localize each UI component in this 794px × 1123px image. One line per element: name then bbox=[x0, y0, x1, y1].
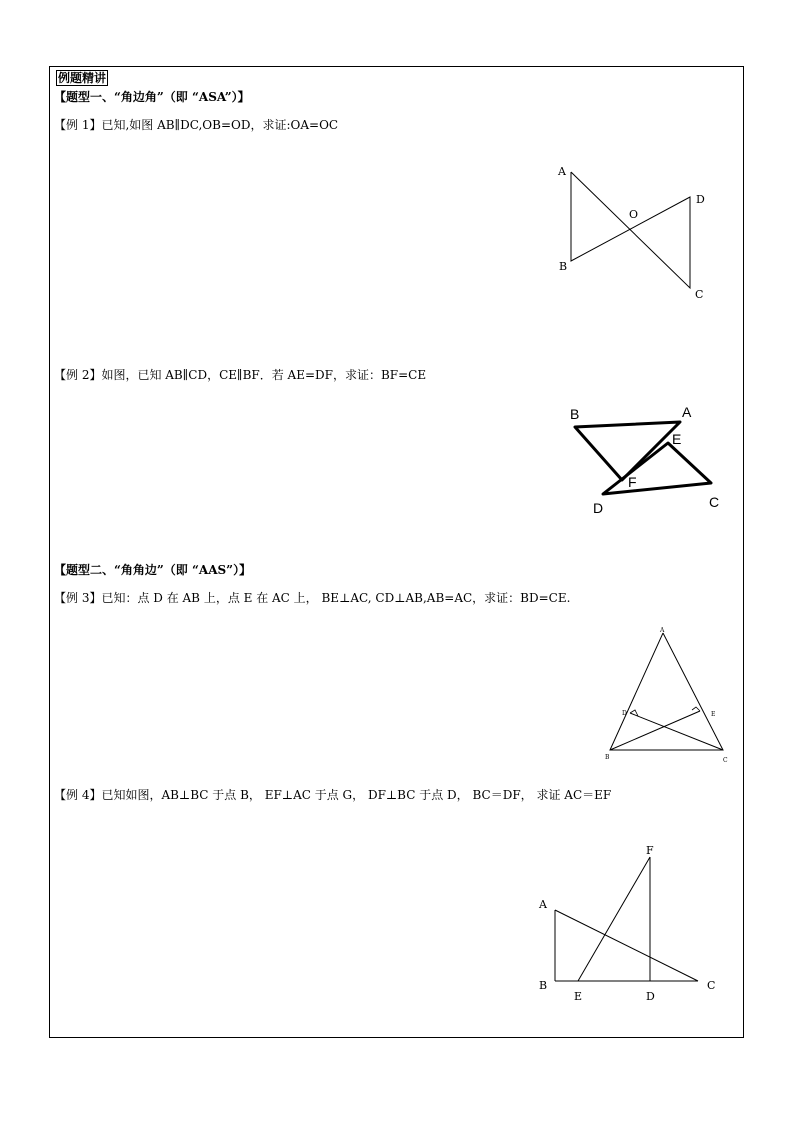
figure-3-line-cd bbox=[630, 713, 723, 750]
fig4-label-c: C bbox=[707, 979, 716, 992]
fig2-label-c: C bbox=[709, 494, 720, 510]
fig1-label-a: A bbox=[558, 165, 566, 178]
figure-4-line-ac bbox=[555, 910, 698, 981]
fig2-label-b: B bbox=[570, 406, 580, 422]
figure-3-triangle bbox=[610, 633, 723, 750]
fig4-label-a: A bbox=[539, 898, 547, 911]
fig2-label-a: A bbox=[682, 404, 692, 420]
type1-heading: 【题型一、“角边角”（即 “ASA”）】 bbox=[54, 90, 250, 104]
figure-3 bbox=[600, 625, 740, 770]
fig4-label-d: D bbox=[646, 990, 655, 1003]
fig3-label-b: B bbox=[605, 754, 610, 761]
figure-1-lines bbox=[571, 172, 690, 288]
fig3-label-c: C bbox=[723, 757, 728, 764]
fig1-label-d: D bbox=[696, 193, 705, 206]
example-3-text: 【例 3】已知：点 D 在 AB 上，点 E 在 AC 上， BE⊥AC, CD⊥AB,AB=AC，求证：BD=CE. bbox=[54, 591, 571, 605]
example-1-text: 【例 1】已知,如图 AB∥DC,OB=OD，求证:OA=OC bbox=[54, 118, 339, 132]
section-tag: 例题精讲 bbox=[58, 71, 107, 85]
figure-4 bbox=[530, 840, 730, 1010]
fig4-label-b: B bbox=[539, 979, 548, 992]
fig3-label-e: E bbox=[711, 711, 716, 718]
fig2-label-e: E bbox=[672, 431, 682, 447]
fig1-label-c: C bbox=[695, 288, 704, 301]
figure-2 bbox=[555, 400, 735, 520]
fig2-label-d: D bbox=[593, 500, 604, 516]
figure-2-triangle-dce bbox=[603, 443, 711, 494]
fig3-label-a: A bbox=[660, 627, 665, 634]
figure-1 bbox=[540, 155, 740, 305]
example-4-text: 【例 4】已知如图，AB⊥BC 于点 B， EF⊥AC 于点 G， DF⊥BC 于点 D， BC＝DF， 求证 AC＝EF bbox=[54, 788, 612, 802]
fig3-label-d: D bbox=[622, 710, 627, 717]
fig1-label-b: B bbox=[559, 260, 568, 273]
fig1-label-o: O bbox=[629, 208, 639, 221]
fig4-label-e: E bbox=[574, 990, 583, 1003]
fig4-label-f: F bbox=[646, 844, 654, 857]
fig3-right-angle-e bbox=[692, 707, 700, 711]
figure-2-triangle-abf bbox=[575, 422, 680, 480]
figure-4-line-ef bbox=[578, 857, 650, 981]
fig2-label-f: F bbox=[628, 474, 637, 490]
type2-heading: 【题型二、“角角边”（即 “AAS”）】 bbox=[54, 563, 252, 577]
example-2-text: 【例 2】如图，已知 AB∥CD，CE∥BF．若 AE=DF，求证：BF=CE bbox=[54, 368, 427, 382]
